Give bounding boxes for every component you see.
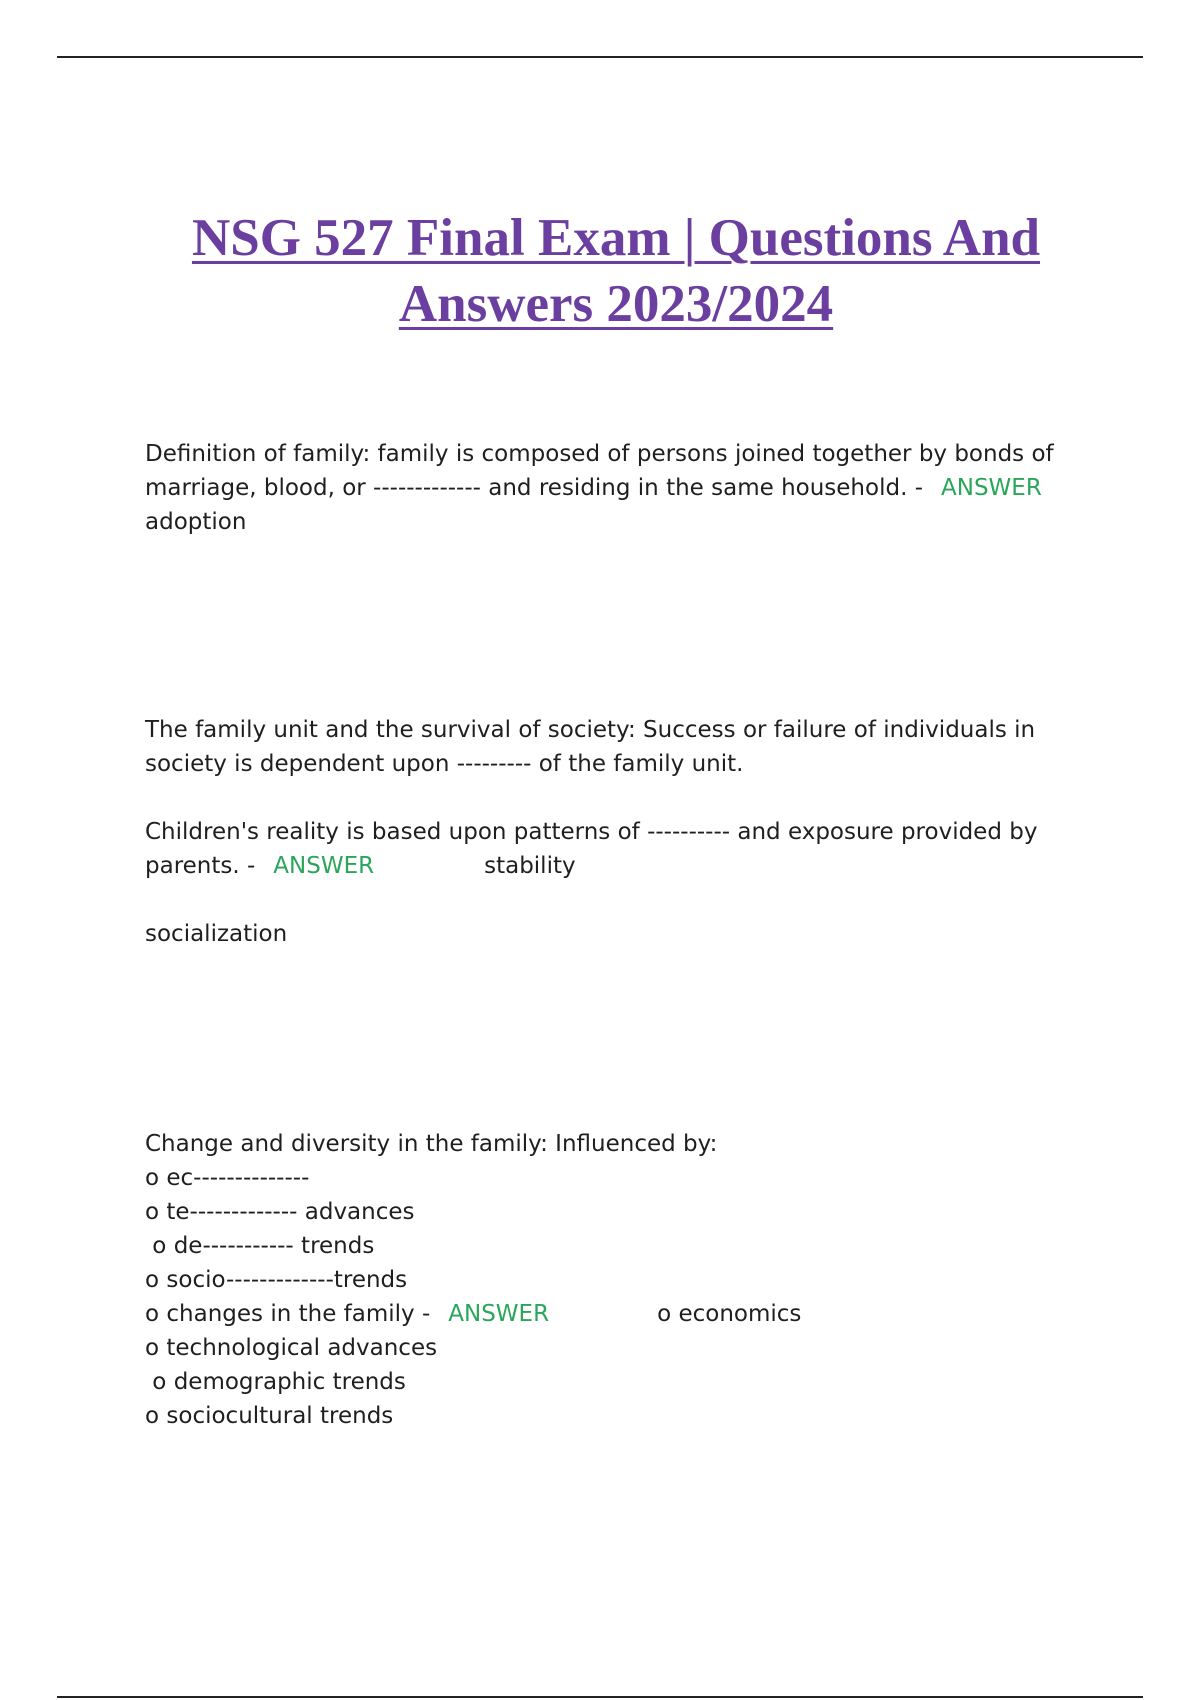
answer-label: ANSWER <box>273 853 375 879</box>
list-item: o socio-------------trends <box>145 1267 408 1293</box>
list-item <box>145 1297 1075 1331</box>
list-item: o ec-------------- <box>145 1165 310 1191</box>
question-text: society is dependent upon --------- of the family unit. <box>145 751 744 777</box>
answer-label: ANSWER <box>448 1301 550 1327</box>
question-text: Change and diversity in the family: Influenced by: <box>145 1131 718 1157</box>
question-family-definition <box>145 437 1075 539</box>
list-item: o te------------- advances <box>145 1199 415 1225</box>
question-text <box>145 849 1075 883</box>
answer-text: o demographic trends <box>145 1369 406 1395</box>
question-text: parents. - <box>145 853 256 879</box>
title-line-1: NSG 527 Final Exam | Questions And <box>191 209 1041 267</box>
answer-label: ANSWER <box>941 475 1042 501</box>
spacer-line <box>145 883 1075 917</box>
question-text: The family unit and the survival of society: Success or failure of individuals in <box>145 717 1036 743</box>
answer-text: stability <box>484 853 576 879</box>
bottom-rule <box>57 1696 1143 1698</box>
question-text: o changes in the family - <box>145 1301 431 1327</box>
top-rule <box>57 56 1143 58</box>
question-text: Children's reality is based upon patterns of ---------- and exposure provided by <box>145 819 1038 845</box>
answer-text: o sociocultural trends <box>145 1403 394 1429</box>
question-text <box>145 471 1075 505</box>
question-text: Definition of family: family is composed of persons joined together by bonds of <box>145 441 1054 467</box>
title-line-2: Answers 2023/2024 <box>398 275 834 333</box>
answer-text: o technological advances <box>145 1335 438 1361</box>
question-family-change <box>145 1127 1075 1433</box>
question-text: marriage, blood, or ------------- and residing in the same household. - <box>145 475 923 501</box>
answer-text: o economics <box>657 1301 802 1327</box>
question-family-survival <box>145 713 1075 951</box>
spacer-line <box>145 781 1075 815</box>
answer-text: socialization <box>145 921 288 947</box>
list-item: o de----------- trends <box>145 1233 375 1259</box>
answer-text: adoption <box>145 509 247 535</box>
page-title <box>80 205 1152 337</box>
